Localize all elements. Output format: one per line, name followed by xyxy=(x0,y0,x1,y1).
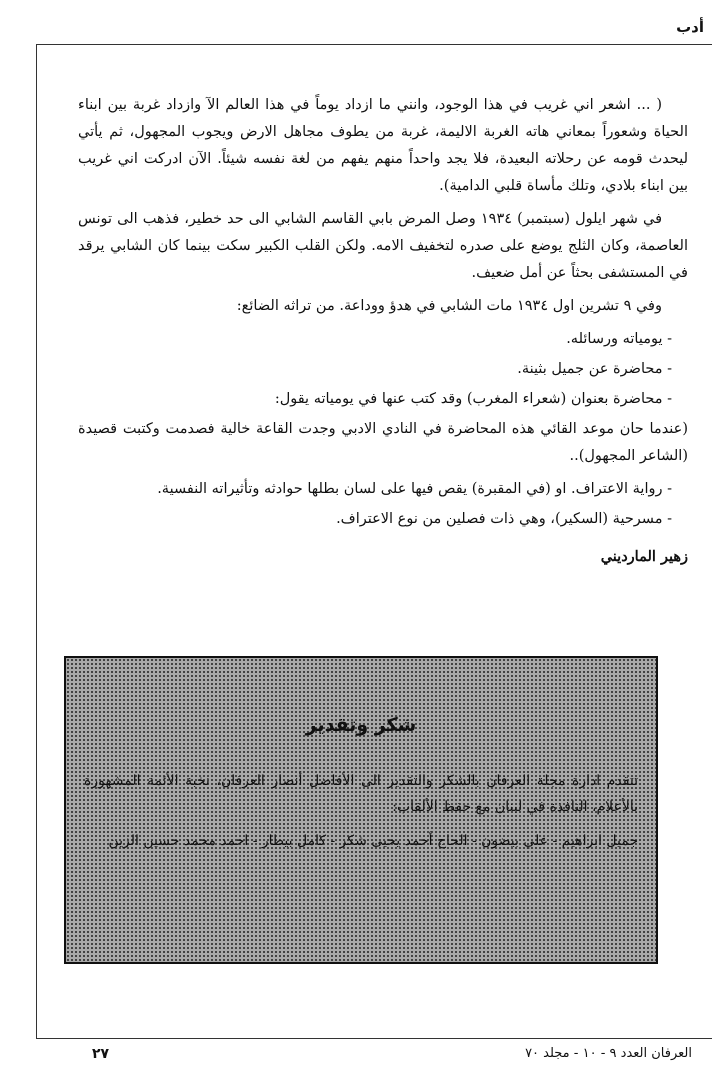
list-item: - محاضرة عن جميل بثينة. xyxy=(517,361,672,377)
article-body xyxy=(78,92,688,576)
article-paragraph: في شهر ايلول (سبتمبر) ١٩٣٤ وصل المرض بابي القاسم الشابي الى حد خطير، فذهب الى تونس العاصمة، وكان الثلج يوضع على صدره لتخفيف الامه. ولكن القلب الكبير سكت بينما كان الشابي يرقد في المستشفى بحثاً عن أمل ضعيف. xyxy=(78,211,688,281)
thanks-box xyxy=(64,656,658,964)
quote-paragraph: (عندما حان موعد القائي هذه المحاضرة في النادي الادبي وجدت القاعة خالية فصدمت وكتبت قصيدة (الشاعر المجهول).. xyxy=(78,421,688,464)
thanks-text xyxy=(84,768,638,862)
article-paragraph: ( ... اشعر اني غريب في هذا الوجود، وانني ما ازداد يوماً في هذا العالم الآ وازداد غربة بين ابناء الحياة وشعوراً بمعاني هاته الغربة الاليمة، غربة من يطوف مجاهل الارض ويجوب المجهول، ثم يأتي ليحدث قومه عن رحلاته البعيدة، فلا يجد واحداً منهم يفهم من لغة نفسه شيئاً. الآن ادركت اني غريب بين ابناء بلادي، وتلك مأساة قلبي الدامية). xyxy=(78,97,688,194)
top-rule xyxy=(36,44,712,45)
list-item: - رواية الاعتراف. او (في المقبرة) يقص فيها على لسان بطلها حوادثه وتأثيراته النفسية. xyxy=(157,481,672,497)
bottom-rule xyxy=(36,1038,712,1039)
article-paragraph: وفي ٩ تشرين اول ١٩٣٤ مات الشابي في هدؤ ووداعة. من تراثه الضائع: xyxy=(236,298,662,314)
thanks-body: تتقدم ادارة مجلة العرفان بالشكر والتقدير الى الأفاضل أنصار العرفان، نخبة الأئمة المشهورة بالأعلام، النافذة في لبنان مع حفظ الألقاب: xyxy=(84,773,638,815)
thanks-title: شكر وتقدير xyxy=(305,714,417,736)
list-item: - مسرحية (السكير)، وهي ذات فصلين من نوع الاعتراف. xyxy=(336,511,672,527)
list-item: - محاضرة بعنوان (شعراء المغرب) وقد كتب عنها في يومياته يقول: xyxy=(274,391,672,407)
section-label: أدب xyxy=(676,18,704,36)
list-item: - يومياته ورسائله. xyxy=(566,331,672,347)
page-number: ٢٧ xyxy=(92,1046,110,1062)
thanks-names: جميل ابراهيم - علي بيضون - الحاج أحمد يحيى شكر - كامل بيطار - احمد محمد حسين الزين xyxy=(108,833,638,849)
issue-info: العرفان العدد ٩ - ١٠ - مجلد ٧٠ xyxy=(525,1046,692,1061)
left-rule xyxy=(36,44,37,1038)
author-name: زهير الماردیني xyxy=(600,548,688,565)
